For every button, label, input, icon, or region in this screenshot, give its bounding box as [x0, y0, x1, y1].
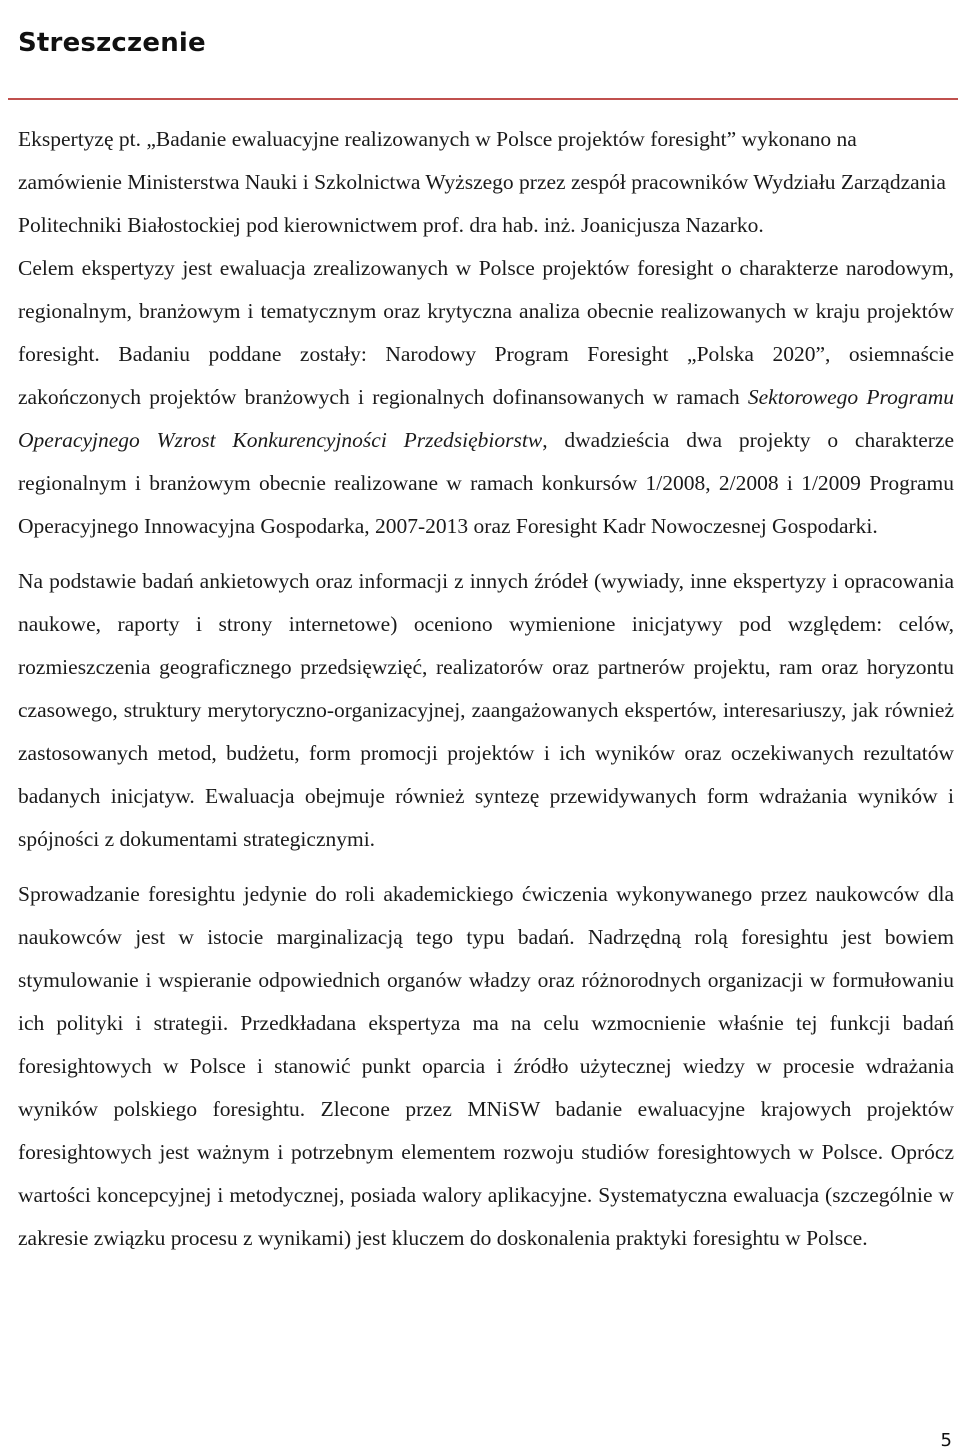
- page-heading: Streszczenie: [18, 28, 206, 58]
- document-body: [18, 118, 954, 1260]
- heading-divider: [8, 98, 958, 100]
- page-number: 5: [940, 1430, 952, 1451]
- paragraph-intro: Ekspertyzę pt. „Badanie ewaluacyjne realizowanych w Polsce projektów foresight” wykonano na zamówienie Ministerstwa Nauki i Szkolnictwa Wyższego przez zespół pracowników Wydziału Zarządzania Politechniki Białostockiej pod kierownictwem prof. dra hab. inż. Joanicjusza Nazarko.: [18, 127, 946, 237]
- paragraph-objectives-part-1: Celem ekspertyzy jest ewaluacja zrealizowanych w Polsce projektów foresight o charakterze narodowym, regionalnym, branżowym i tematycznym oraz krytyczna analiza obecnie realizowanych w kraju projektów foresight. Badaniu poddane zostały: Narodowy Program Foresight „Polska 2020”, osiemnaście zakończonych projektów branżowych i regionalnych dofinansowanych w ramach: [18, 256, 954, 409]
- paragraph-objectives: [18, 247, 954, 548]
- paragraph-objectives-italic-programme: Sektorowego Programu Operacyjnego Wzrost Konkurencyjności Przedsiębiorstw: [18, 385, 955, 452]
- paragraph-objectives-part-2: , dwadzieścia dwa projekty o charakterze regionalnym i branżowym obecnie realizowane w ramach konkursów 1/2008, 2/2008 i 1/2009 Programu Operacyjnego Innowacyjna Gospodarka, 2007-2013 oraz Foresight Kadr Nowoczesnej Gospodarki.: [18, 428, 954, 538]
- paragraph-conclusion: Sprowadzanie foresightu jedynie do roli akademickiego ćwiczenia wykonywanego przez naukowców dla naukowców jest w istocie marginalizacją tego typu badań. Nadrzędną rolą foresightu jest bowiem stymulowanie i wspieranie odpowiednich organów władzy oraz różnorodnych organizacji w formułowaniu ich polityki i strategii. Przedkładana ekspertyza ma na celu wzmocnienie właśnie tej funkcji badań foresightowych w Polsce i stanowić punkt oparcia i źródło użytecznej wiedzy w procesie wdrażania wyników polskiego foresightu. Zlecone przez MNiSW badanie ewaluacyjne krajowych projektów foresightowych jest ważnym i potrzebnym elementem rozwoju studiów foresightowych w Polsce. Oprócz wartości koncepcyjnej i metodycznej, posiada walory aplikacyjne. Systematyczna ewaluacja (szczególnie w zakresie związku procesu z wynikami) jest kluczem do doskonalenia praktyki foresightu w Polsce.: [18, 882, 954, 1250]
- paragraph-methodology: Na podstawie badań ankietowych oraz informacji z innych źródeł (wywiady, inne ekspertyzy i opracowania naukowe, raporty i strony internetowe) oceniono wymienione inicjatywy pod względem: celów, rozmieszczenia geograficznego przedsięwzięć, realizatorów oraz partnerów projektu, ram oraz horyzontu czasowego, struktury merytoryczno-organizacyjnej, zaangażowanych ekspertów, interesariuszy, jak również zastosowanych metod, budżetu, form promocji projektów i ich wyników oraz oczekiwanych rezultatów badanych inicjatyw. Ewaluacja obejmuje również syntezę przewidywanych form wdrażania wyników i spójności z dokumentami strategicznymi.: [18, 569, 954, 851]
